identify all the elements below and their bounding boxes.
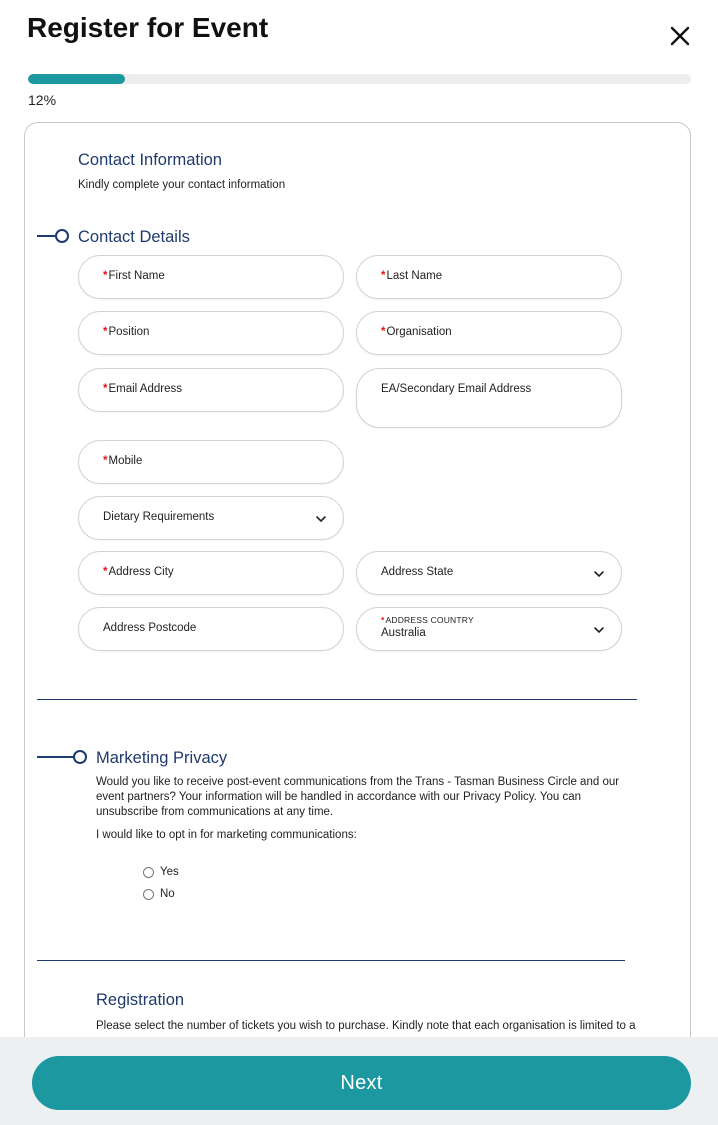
required-marker: * (381, 270, 386, 282)
step-marker-contact-details (37, 229, 69, 243)
address-state-select[interactable] (356, 551, 622, 595)
mobile-field[interactable] (78, 440, 344, 484)
form-card (24, 122, 691, 1052)
position-field[interactable] (78, 311, 344, 355)
address-country-value: Australia (381, 627, 426, 639)
close-button[interactable] (666, 22, 696, 52)
marketing-privacy-heading: Marketing Privacy (96, 749, 228, 767)
required-marker: * (103, 270, 108, 282)
registration-heading: Registration (96, 991, 185, 1009)
required-marker: * (103, 326, 108, 338)
secondary-email-label: EA/Secondary Email Address (381, 383, 532, 395)
required-marker: * (381, 615, 385, 625)
position-label: *Position (103, 326, 150, 338)
radio-label-no: No (160, 888, 175, 900)
mobile-label: *Mobile (103, 455, 143, 467)
radio-button[interactable] (143, 867, 154, 878)
address-country-label: *ADDRESS COUNTRY (381, 615, 474, 625)
required-marker: * (381, 326, 386, 338)
first-name-field[interactable] (78, 255, 344, 299)
progress-fill (28, 74, 125, 84)
email-label: *Email Address (103, 383, 182, 395)
address-city-label: *Address City (103, 566, 174, 578)
step-marker-marketing-privacy (37, 750, 89, 764)
required-marker: * (103, 455, 108, 467)
radio-option-yes[interactable] (143, 864, 179, 880)
radio-label-yes: Yes (160, 866, 179, 878)
last-name-label: *Last Name (381, 270, 443, 282)
radio-button[interactable] (143, 889, 154, 900)
secondary-email-field[interactable] (356, 368, 622, 428)
chevron-down-icon (315, 514, 327, 524)
chevron-down-icon (593, 625, 605, 635)
marketing-question: I would like to opt in for marketing communications: (96, 829, 357, 841)
required-marker: * (103, 383, 108, 395)
close-icon (666, 22, 696, 52)
chevron-down-icon (593, 569, 605, 579)
dietary-requirements-select[interactable] (78, 496, 344, 540)
progress-bar (28, 74, 691, 84)
email-field[interactable] (78, 368, 344, 412)
required-marker: * (103, 566, 108, 578)
page-title: Register for Event (27, 12, 269, 43)
organisation-field[interactable] (356, 311, 622, 355)
registration-text: Please select the number of tickets you wish to purchase. Kindly note that each organisation is limited to a (96, 1020, 636, 1032)
next-button[interactable]: Next (32, 1056, 691, 1110)
contact-info-subtext: Kindly complete your contact information (78, 179, 286, 191)
progress-percent: 12% (28, 92, 57, 108)
address-state-label: Address State (381, 566, 454, 578)
section-divider (37, 699, 637, 700)
contact-details-heading: Contact Details (78, 228, 190, 246)
address-city-field[interactable] (78, 551, 344, 595)
address-postcode-field[interactable] (78, 607, 344, 651)
radio-option-no[interactable] (143, 886, 175, 902)
address-country-select[interactable] (356, 607, 622, 651)
first-name-label: *First Name (103, 270, 165, 282)
address-postcode-label: Address Postcode (103, 622, 197, 634)
marketing-privacy-text: Would you like to receive post-event communications from the Trans - Tasman Business Circle and our event partners? Your information will be handled in accordance with our Privacy Policy. You can unsubscribe from communications at any time. (96, 776, 620, 818)
section-divider (37, 960, 625, 961)
contact-info-heading: Contact Information (78, 151, 222, 169)
last-name-field[interactable] (356, 255, 622, 299)
organisation-label: *Organisation (381, 326, 452, 338)
dietary-requirements-label: Dietary Requirements (103, 511, 215, 523)
